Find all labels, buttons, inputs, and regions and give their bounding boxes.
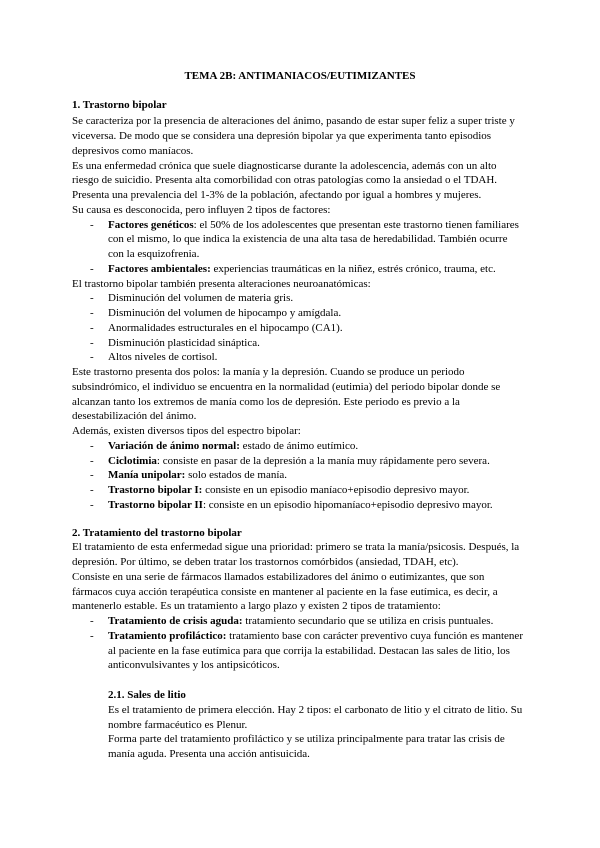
- list-item: [72, 629, 528, 673]
- text-line: subsindrómico, el individuo se encuentra en la normalidad (eutimia) del periodo bipolar donde se: [72, 380, 501, 393]
- text-line: Su causa es desconocida, pero influyen 2 tipos de factores:: [72, 203, 331, 216]
- subsection-sales-de-litio: [72, 688, 528, 762]
- item-text: : el 50% de los adolescentes que presentan este trastorno tienen familiares: [193, 218, 519, 231]
- item-text: tratamiento secundario que se utiliza en crisis puntuales.: [242, 615, 494, 628]
- item-term: Tratamiento de crisis aguda:: [108, 615, 243, 628]
- paragraph-priority: [72, 540, 528, 570]
- bullet-dash: -: [90, 454, 94, 467]
- item-text: tratamiento base con carácter preventivo cuya función es mantener: [226, 629, 523, 642]
- text-line: mantenerlo estable. Es un tratamiento a largo plazo y existen 2 tipos de tratamiento:: [72, 600, 441, 613]
- page-content: [72, 69, 528, 762]
- text-line: Presenta una prevalencia del 1-3% de la población, afectando por igual a hombres y mujeres.: [72, 189, 482, 202]
- spectrum-list: [72, 439, 528, 513]
- list-item: [72, 614, 528, 629]
- bullet-dash: -: [90, 629, 94, 642]
- item-text: estado de ánimo eutímico.: [239, 439, 359, 452]
- item-text: Disminución del volumen de materia gris.: [108, 292, 294, 305]
- bullet-dash: -: [90, 218, 94, 231]
- text-line: fármacos cuya acción terapéutica consiste en mantener al paciente en la fase eutímica, es decir, a: [72, 585, 498, 598]
- text-line: riesgo de suicidio. Presenta alta comorbilidad con otras patologías como la ansiedad o el TDAH.: [72, 174, 498, 187]
- list-item: [72, 439, 528, 454]
- paragraph-poles: [72, 365, 528, 424]
- text-line: Consiste en una serie de fármacos llamados estabilizadores del ánimo o eutimizantes, que son: [72, 570, 485, 583]
- text-line: Este trastorno presenta dos polos: la manía y la depresión. Cuando se produce un periodo: [72, 366, 465, 379]
- bullet-dash: -: [90, 484, 94, 497]
- document-title: TEMA 2B: ANTIMANIACOS/EUTIMIZANTES: [184, 69, 416, 82]
- item-text: : consiste en pasar de la depresión a la manía muy rápidamente pero severa.: [156, 454, 490, 467]
- section-tratamiento: [72, 526, 528, 762]
- bullet-dash: -: [90, 292, 94, 305]
- item-text: consiste en un episodio maníaco+episodio depresivo mayor.: [202, 484, 470, 497]
- text-line: Se caracteriza por la presencia de alteraciones del ánimo, pasando de estar super feliz a super triste y: [72, 115, 515, 128]
- bullet-dash: -: [90, 498, 94, 511]
- item-term: Ciclotimia: [108, 454, 157, 467]
- factors-list: [72, 218, 528, 277]
- neuro-intro: El trastorno bipolar también presenta alteraciones neuroanatómicas:: [72, 277, 371, 290]
- paragraph-cause: [72, 203, 528, 218]
- item-text: : consiste en un episodio hipomaníaco+episodio depresivo mayor.: [202, 498, 493, 511]
- text-line: depresión. Por último, se deben tratar los trastornos comórbidos (ansiedad, TDAH, etc).: [72, 556, 459, 569]
- item-text: Altos niveles de cortisol.: [108, 351, 218, 364]
- text-line: nombre farmacéutico es Plenur.: [108, 718, 248, 731]
- paragraph-stabilizers: [72, 570, 528, 614]
- item-term: Variación de ánimo normal:: [108, 439, 240, 452]
- list-item: [72, 306, 528, 321]
- text-line: con el mismo, lo que indica la existencia de una alta tasa de heredabilidad. También ocurre: [108, 233, 508, 246]
- section-heading: 1. Trastorno bipolar: [72, 99, 167, 112]
- list-item: [72, 454, 528, 469]
- item-term: Trastorno bipolar I:: [108, 484, 203, 497]
- bullet-dash: -: [90, 336, 94, 349]
- text-line: depresivos como maníacos.: [72, 144, 194, 157]
- bullet-dash: -: [90, 262, 94, 275]
- bullet-dash: -: [90, 321, 94, 334]
- list-item: [72, 483, 528, 498]
- list-item: [72, 498, 528, 513]
- text-line: manía aguda. Presenta una acción antisuicida.: [108, 748, 310, 761]
- text-line: El tratamiento de esta enfermedad sigue una prioridad: primero se trata la manía/psicosis. Después, la: [72, 541, 520, 554]
- list-item: [72, 291, 528, 306]
- paragraph-prophylactic: [108, 732, 528, 762]
- treatments-list: [72, 614, 528, 673]
- neuro-list: [72, 291, 528, 365]
- paragraph-definition: [72, 114, 528, 158]
- text-line: al paciente en la fase eutímica para que corrija la estabilidad. Destacan las sales de litio, los: [108, 644, 510, 657]
- item-text: Disminución del volumen de hipocampo y amígdala.: [108, 307, 342, 320]
- text-line: Es una enfermedad crónica que suele diagnosticarse durante la adolescencia, además con un alto: [72, 159, 497, 172]
- list-item: [72, 218, 528, 262]
- item-term: Manía unipolar:: [108, 469, 186, 482]
- list-item: [72, 321, 528, 336]
- text-line: Es el tratamiento de primera elección. Hay 2 tipos: el carbonato de litio y el citrato de litio. Su: [108, 703, 523, 716]
- text-line: desestabilización del ánimo.: [72, 410, 197, 423]
- subsection-heading: 2.1. Sales de litio: [108, 688, 186, 701]
- bullet-dash: -: [90, 351, 94, 364]
- text-line: alcanzan tanto los extremos de manía como los de depresión. Este periodo es previo a la: [72, 395, 460, 408]
- item-text: Disminución plasticidad sináptica.: [108, 336, 260, 349]
- text-line: Forma parte del tratamiento profiláctico y se utiliza principalmente para tratar las crisis de: [108, 733, 505, 746]
- list-item: [72, 262, 528, 277]
- item-text: Anormalidades estructurales en el hipocampo (CA1).: [108, 321, 343, 334]
- spectrum-intro: Además, existen diversos tipos del espectro bipolar:: [72, 425, 301, 438]
- item-text: solo estados de manía.: [185, 469, 288, 482]
- item-term: Factores genéticos: [108, 218, 194, 231]
- list-item: [72, 350, 528, 365]
- section-heading: 2. Tratamiento del trastorno bipolar: [72, 526, 242, 539]
- paragraph-prevalence: [72, 188, 528, 203]
- section-trastorno-bipolar: [72, 98, 528, 512]
- text-line: anticonvulsivantes y los antipsicóticos.: [108, 659, 280, 672]
- bullet-dash: -: [90, 615, 94, 628]
- list-item: [72, 336, 528, 351]
- bullet-dash: -: [90, 307, 94, 320]
- item-term: Trastorno bipolar II: [108, 498, 203, 511]
- item-text: experiencias traumáticas en la niñez, estrés crónico, trauma, etc.: [210, 262, 496, 275]
- bullet-dash: -: [90, 439, 94, 452]
- bullet-dash: -: [90, 469, 94, 482]
- list-item: [72, 468, 528, 483]
- text-line: viceversa. De modo que se considera una depresión bipolar ya que experimenta tanto episodios: [72, 130, 492, 143]
- text-line: con la esquizofrenia.: [108, 248, 200, 261]
- paragraph-first-choice: [108, 703, 528, 733]
- item-term: Tratamiento profiláctico:: [108, 629, 227, 642]
- paragraph-chronic: [72, 159, 528, 189]
- item-term: Factores ambientales:: [108, 262, 211, 275]
